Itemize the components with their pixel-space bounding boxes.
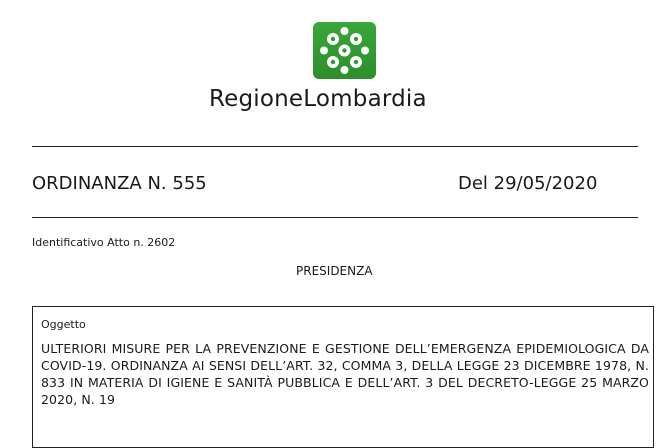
ordinance-number: ORDINANZA N. 555 — [32, 173, 207, 194]
subject-label: Oggetto — [41, 318, 86, 331]
act-identifier: Identificativo Atto n. 2602 — [32, 236, 176, 249]
ordinance-divider — [32, 217, 638, 218]
issuing-office: PRESIDENZA — [296, 264, 373, 278]
ordinance-date: Del 29/05/2020 — [458, 173, 598, 194]
subject-text: ULTERIORI MISURE PER LA PREVENZIONE E GESTIONE DELL’EMERGENZA EPIDEMIOLOGICA DA COVID-19. ORDINANZA AI SENSI DELL’ART. 32, COMMA 3, DELLA LEGGE 23 DICEMBRE 1978, N. 833 IN MATERIA DI IGIENE E SANITÀ PUBBLICA E DELL’ART. 3 DEL DECRETO-LEGGE 25 MARZO 2020, N. 19 — [41, 341, 649, 407]
subject-box — [32, 306, 654, 448]
header-divider — [32, 146, 638, 147]
lombardy-rose-icon — [313, 22, 376, 79]
brand-wordmark: RegioneLombardia — [209, 86, 427, 112]
